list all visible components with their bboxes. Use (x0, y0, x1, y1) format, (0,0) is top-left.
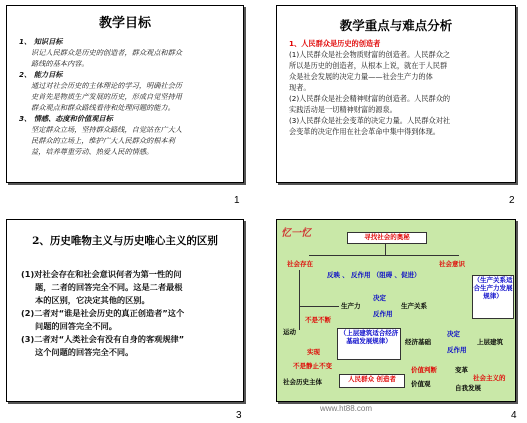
objective-1-line-2: 路线的基本内容。 (31, 59, 89, 68)
not-decided-label: 不是不断 (305, 316, 331, 324)
item-1-line-1: (1)人民群众是社会物质财富的创造者。人民群众之 (289, 50, 451, 59)
item-3-line-2: 会变革的决定作用在社会革命中集中得到体现。 (289, 127, 440, 136)
slide-2-body (289, 38, 507, 137)
page-number-3: 3 (236, 410, 242, 421)
objective-3-line-2: 民群众的立场上，维护广大人民群众的根本利 (31, 136, 175, 145)
key-point-heading: 1、人民群众是历史的创造者 (289, 39, 381, 48)
ideal-label: 社会主义的 (473, 374, 506, 382)
reform-label: 变革 (455, 366, 468, 374)
movement-label: 运动 (283, 328, 296, 336)
diff-3-line-1: (3)二者对“人类社会有没有自身的客观规律” (21, 334, 185, 344)
value-choice-label: 价值判断 (411, 366, 437, 374)
slide-1-body (19, 36, 235, 157)
reacts-label-1: 反作用 (373, 310, 393, 318)
diff-1-line-1: (1)对社会存在和社会意识何者为第一性的问 (21, 269, 182, 279)
left-law-box: （上层建筑适合经济基础发展规律） (337, 328, 401, 360)
diff-3-line-2: 这个问题的回答完全不同。 (35, 347, 134, 357)
objective-2-line-1: 通过对社会历史的主体理论的学习，明确社会历 (31, 81, 182, 90)
objective-3-line-1: 坚定群众立场，坚持群众路线，自觉站在广大人 (31, 125, 182, 134)
item-1-line-4: 现者。 (289, 83, 311, 92)
connector (385, 243, 386, 255)
reacts-label-2: 反作用 (447, 346, 467, 354)
page-number-1: 1 (234, 195, 240, 206)
objective-1-line-1: 识记人民群众是历史的创造者，群众观点和群众 (31, 48, 182, 57)
connector (299, 270, 300, 330)
slide-3[interactable] (6, 219, 244, 402)
masses-box (339, 374, 405, 388)
slide-2[interactable] (276, 5, 516, 183)
values-label: 价值观 (411, 380, 431, 388)
realize-label: 实现 (307, 348, 320, 356)
objective-3-line-3: 益，培养尊重劳动、热爱人民的情感。 (31, 147, 154, 156)
watermark: www.ht88.com (320, 404, 373, 413)
objective-3-heading: 3、 情感、态度和价值观目标 (19, 114, 113, 123)
item-3-line-1: (3)人民群众是社会变革的决定力量。人民群众对社 (289, 116, 451, 125)
social-existence-label: 社会存在 (287, 260, 313, 268)
subject-label: 社会历史主体 (283, 378, 322, 386)
slide-1-title: 教学目标 (98, 16, 151, 31)
objective-2-line-3: 群众观点和群众路线看待和处理问题的能力。 (31, 103, 175, 112)
right-law-box: （生产关系适合生产力发展规律） (472, 275, 514, 319)
masses-label: 人民群众 (348, 375, 375, 383)
decides-label-2: 决定 (447, 330, 460, 338)
item-2-line-1: (2)人民群众是社会精神财富的创造者。人民群众的 (289, 94, 451, 103)
economic-base-label: 经济基础 (405, 338, 431, 346)
slide-2-title: 教学重点与难点分析 (339, 18, 453, 33)
reaction-label: 反映 、 反作用 （阻碍 、促进） (327, 271, 421, 279)
not-static-label: 不是静止不变 (293, 362, 332, 370)
slide-1[interactable] (6, 5, 244, 183)
page-number-4: 4 (511, 410, 517, 421)
diff-1-line-2: 题，二者的回答完全不同。这是二者最根 (35, 282, 183, 292)
diff-1-line-3: 本的区别，它决定其他的区别。 (35, 295, 150, 305)
objective-2-line-2: 史首先是物质生产发展的历史，形成自觉坚持用 (31, 92, 182, 101)
creates-label: 创造者 (376, 375, 396, 383)
diff-2-line-1: (2)二者对“谁是社会历史的真正创造者”这个 (21, 308, 185, 318)
item-2-line-2: 实践活动是一切精神财富的源泉。 (289, 105, 397, 114)
productive-force-label: 生产力 (341, 302, 361, 310)
reform2-label: 自我发展 (455, 384, 481, 392)
slide-4[interactable] (276, 219, 516, 402)
connector (299, 306, 339, 307)
slide-4-logo: 忆一忆 (281, 228, 311, 239)
social-consciousness-label: 社会意识 (439, 260, 465, 268)
slide-3-title: 2、历史唯物主义与历史唯心主义的区别 (32, 235, 218, 247)
top-box: 寻找社会的奥秘 (347, 232, 427, 244)
diff-2-line-2: 问题的回答完全不同。 (35, 321, 117, 331)
decides-label-1: 决定 (373, 294, 386, 302)
connector (309, 255, 459, 256)
objective-1-heading: 1、 知识目标 (19, 37, 63, 46)
page-number-2: 2 (509, 195, 515, 206)
superstructure-label: 上层建筑 (477, 338, 503, 346)
slide-3-body (21, 268, 237, 359)
item-1-line-2: 所以是历史的创造者，从根本上说，就在于人民群 (289, 61, 448, 70)
objective-2-heading: 2、 能力目标 (19, 70, 63, 79)
item-1-line-3: 众是社会发展的决定力量——社会生产力的体 (289, 72, 433, 81)
relations-label: 生产关系 (401, 302, 427, 310)
